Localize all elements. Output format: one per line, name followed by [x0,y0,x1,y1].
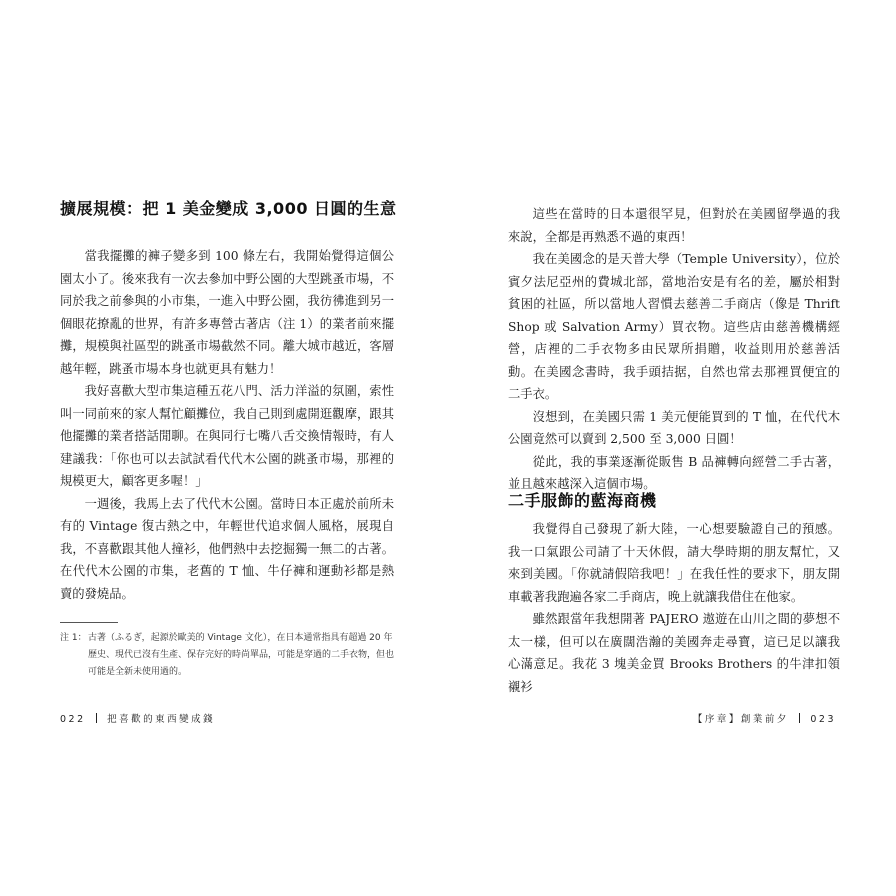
folio-separator [96,713,98,723]
chapter-title: 【序章】創業前夕 [692,714,789,725]
section-heading-blue-ocean: 二手服飾的藍海商機 [508,491,657,510]
page-number: 023 [810,714,836,725]
paragraph: 沒想到，在美國只需 1 美元便能買到的 T 恤，在代代木公園竟然可以賣到 2,500 至 3,000 日圓！ [508,409,840,446]
paragraph: 從此，我的事業逐漸從販售 B 品褲轉向經營二手古著，並且越來越深入這個市場。 [508,454,840,491]
footnote-divider [60,622,118,623]
right-body-text [508,518,840,698]
paragraph: 一週後，我馬上去了代代木公園。當時日本正處於前所未有的 Vintage 復古熱之中，年輕世代追求個人風格，展現自我，不喜歡跟其他人撞衫，他們熱中去挖掘獨一無二的古著。在代代木公園的市集，老舊的 T 恤、牛仔褲和運動衫都是熱賣的發燒品。 [60,496,394,601]
right-page [448,0,896,896]
folio-separator [799,713,801,723]
left-body-text [60,245,394,605]
paragraph: 我覺得自己發現了新大陸，一心想要驗證自己的預感。我一口氣跟公司請了十天休假，請大學時期的朋友幫忙，又來到美國。「你就請假陪我吧！」在我任性的要求下，朋友開車載著我跑遍各家二手商店，晚上就讓我借住在他家。 [508,522,840,604]
book-title: 把喜歡的東西變成錢 [107,714,216,725]
left-folio [60,711,215,725]
paragraph: 雖然跟當年我想開著 PAJERO 遨遊在山川之間的夢想不太一樣，但可以在廣闊浩瀚的美國奔走尋寶，這已足以讓我心滿意足。我花 3 塊美金買 Brooks Brothers 的牛津扣領襯衫 [508,612,840,694]
right-intro-text [508,203,840,496]
right-folio [693,711,836,725]
footnote-text: 古著（ふるぎ，起源於歐美的 Vintage 文化），在日本通常指具有超過 20 年歷史、現代已沒有生產、保存完好的時尚單品，可能是穿過的二手衣物，但也可能是全新未使用過的。 [88,633,395,677]
footnote [60,630,394,681]
page-number: 022 [60,714,86,725]
paragraph: 當我擺攤的褲子變多到 100 條左右，我開始覺得這個公園太小了。後來我有一次去參加中野公園的大型跳蚤市場，不同於我之前參與的小市集，一進入中野公園，我彷彿進到另一個眼花撩亂的世界，有許多專營古著店（注 1）的業者前來擺攤，規模與社區型的跳蚤市場截然不同。離大城市越近，客層越年輕，跳蚤市場本身也就更具有魅力！ [60,249,394,376]
paragraph: 我在美國念的是天普大學（Temple University），位於賓夕法尼亞州的費城北部，當地治安是有名的差，屬於相對貧困的社區，所以當地人習慣去慈善二手商店（像是 Thrift Shop 或 Salvation Army）買衣物。這些店由慈善機構經營，店裡的二手衣物多由民眾所捐贈，收益則用於慈善活動。在美國念書時，我手頭拮据，自然也常去那裡買便宜的二手衣。 [508,252,840,401]
paragraph: 我好喜歡大型市集這種五花八門、活力洋溢的氛圍，索性叫一同前來的家人幫忙顧攤位，我自己則到處開逛觀摩，跟其他擺攤的業者搭話閒聊。在與同行七嘴八舌交換情報時，有人建議我：「你也可以去試試看代代木公園的跳蚤市場，那裡的規模更大，顧客更多喔！」 [60,384,394,488]
paragraph: 這些在當時的日本還很罕見，但對於在美國留學過的我來說，全都是再熟悉不過的東西！ [508,207,840,244]
footnote-label: 注 1： [60,633,87,643]
section-heading-scaling: 擴展規模：把 1 美金變成 3,000 日圓的生意 [60,199,397,218]
